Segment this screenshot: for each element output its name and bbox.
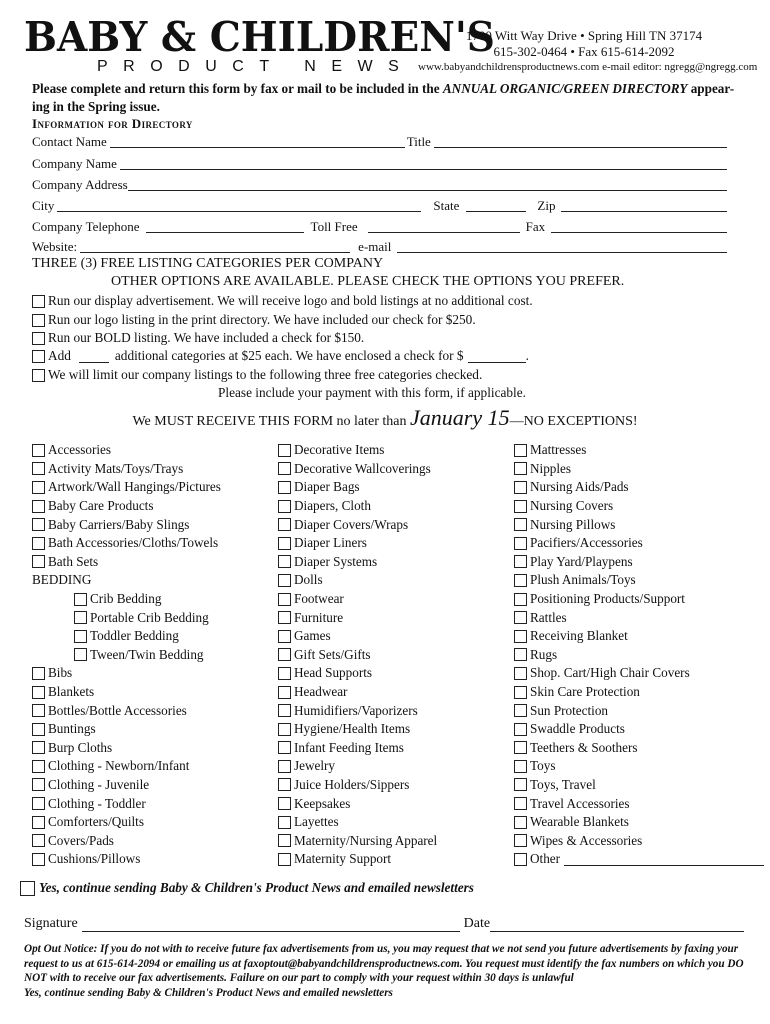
phone-line: 615-302-0464 • Fax 615-614-2092 bbox=[493, 44, 675, 59]
option-bold-listing[interactable] bbox=[32, 329, 364, 347]
company-name-row bbox=[32, 154, 727, 172]
city-label: City bbox=[32, 198, 55, 213]
company-address-row bbox=[32, 175, 727, 193]
logo-title: BABY & CHILDREN'S bbox=[24, 12, 495, 62]
category-diaper-bags[interactable] bbox=[278, 478, 437, 497]
toll-free-field[interactable] bbox=[368, 220, 520, 233]
category-label: Bath Accessories/Cloths/Towels bbox=[48, 535, 219, 551]
category-label: Diaper Covers/Wraps bbox=[294, 516, 409, 532]
category-label: Maternity/Nursing Apparel bbox=[294, 832, 438, 848]
category-label: Clothing - Juvenile bbox=[48, 776, 150, 792]
category-label: BEDDING bbox=[32, 572, 92, 588]
category-checkbox[interactable] bbox=[278, 853, 291, 866]
category-pacifiers-accessories[interactable] bbox=[514, 534, 764, 553]
category-checkbox[interactable] bbox=[74, 630, 87, 643]
category-label: Clothing - Newborn/Infant bbox=[48, 758, 190, 774]
category-checkbox[interactable] bbox=[278, 574, 291, 587]
category-label: Clothing - Toddler bbox=[48, 795, 146, 811]
category-receiving-blanket[interactable] bbox=[514, 627, 764, 646]
telephone-row bbox=[32, 217, 727, 235]
category-positioning-products-support[interactable] bbox=[514, 590, 764, 609]
intro-text-end: appear-ing in the Spring issue. bbox=[32, 81, 735, 114]
category-checkbox[interactable] bbox=[32, 741, 45, 754]
category-checkbox[interactable] bbox=[514, 500, 527, 513]
category-blankets[interactable] bbox=[32, 683, 221, 702]
category-rugs[interactable] bbox=[514, 646, 764, 665]
newsletter-checkbox[interactable] bbox=[20, 881, 35, 896]
category-headwear[interactable] bbox=[278, 683, 437, 702]
category-diaper-liners[interactable] bbox=[278, 534, 437, 553]
category-toddler-bedding[interactable] bbox=[32, 627, 221, 646]
deadline-date: January 15 bbox=[410, 405, 510, 430]
category-label: Play Yard/Playpens bbox=[530, 553, 633, 569]
category-checkbox[interactable] bbox=[32, 723, 45, 736]
category-checkbox[interactable] bbox=[74, 611, 87, 624]
category-checkbox[interactable] bbox=[74, 648, 87, 661]
category-label: Plush Animals/Toys bbox=[530, 572, 636, 588]
option-checkbox[interactable] bbox=[32, 295, 45, 308]
category-checkbox[interactable] bbox=[32, 537, 45, 550]
category-checkbox[interactable] bbox=[278, 704, 291, 717]
category-mattresses[interactable] bbox=[514, 441, 764, 460]
category-nursing-aids-pads[interactable] bbox=[514, 478, 764, 497]
category-checkbox[interactable] bbox=[278, 462, 291, 475]
category-teethers-and-soothers[interactable] bbox=[514, 739, 764, 758]
category-label: Footwear bbox=[294, 591, 344, 607]
directory-name: ANNUAL ORGANIC/GREEN DIRECTORY bbox=[442, 81, 688, 96]
category-label: Decorative Wallcoverings bbox=[294, 460, 431, 476]
logo-subtitle: PRODUCT NEWS bbox=[97, 58, 415, 75]
category-label: Swaddle Products bbox=[530, 721, 625, 737]
category-label: Head Supports bbox=[294, 665, 373, 681]
zip-label: Zip bbox=[537, 198, 556, 213]
category-travel-accessories[interactable] bbox=[514, 794, 764, 813]
category-label: Crib Bedding bbox=[90, 591, 162, 607]
category-label: Blankets bbox=[48, 684, 95, 700]
option-label: Run our logo listing in the print directory. We have included our check for $250. bbox=[48, 312, 476, 327]
category-label: Keepsakes bbox=[294, 795, 351, 811]
category-checkbox[interactable] bbox=[514, 481, 527, 494]
opt-out-text: Opt Out Notice: If you do not with to receive future fax advertisements from us, you may request that we not send you future advertisements by faxing your request to us at 615-614-2094 or emailing us at faxoptout@babyandchildrensproductnews.com. You request must identify the fax numbers on which you DO NOT with to receive our fax advertisements. Failure on our part to comply with your request within 30 days is unlawful bbox=[24, 943, 744, 985]
category-maternity-nursing-apparel[interactable] bbox=[278, 831, 437, 850]
category-comforters-quilts[interactable] bbox=[32, 813, 221, 832]
category-column-2 bbox=[278, 441, 437, 869]
category-play-yard-playpens[interactable] bbox=[514, 553, 764, 572]
category-checkbox[interactable] bbox=[32, 816, 45, 829]
category-maternity-support[interactable] bbox=[278, 850, 437, 869]
category-label: Mattresses bbox=[530, 442, 587, 458]
category-label: Layettes bbox=[294, 814, 339, 830]
fax-field[interactable] bbox=[551, 220, 727, 233]
category-layettes[interactable] bbox=[278, 813, 437, 832]
category-label: Shop. Cart/High Chair Covers bbox=[530, 665, 690, 681]
category-label: Infant Feeding Items bbox=[294, 739, 404, 755]
category-label: Teethers & Soothers bbox=[530, 739, 638, 755]
category-checkbox[interactable] bbox=[278, 778, 291, 791]
category-label: Nipples bbox=[530, 460, 572, 476]
category-nursing-covers[interactable] bbox=[514, 497, 764, 516]
category-checkbox[interactable] bbox=[32, 686, 45, 699]
category-baby-carriers-baby-slings[interactable] bbox=[32, 515, 221, 534]
category-count-field[interactable] bbox=[79, 350, 109, 363]
category-label: Rugs bbox=[530, 646, 558, 662]
category-label: Maternity Support bbox=[294, 851, 392, 867]
category-checkbox[interactable] bbox=[514, 444, 527, 457]
category-checkbox[interactable] bbox=[32, 778, 45, 791]
category-toys-travel[interactable] bbox=[514, 776, 764, 795]
category-decorative-wallcoverings[interactable] bbox=[278, 460, 437, 479]
company-name-field[interactable] bbox=[120, 157, 727, 170]
category-checkbox[interactable] bbox=[278, 630, 291, 643]
category-nipples[interactable] bbox=[514, 460, 764, 479]
category-label: Receiving Blanket bbox=[530, 628, 628, 644]
category-head-supports[interactable] bbox=[278, 664, 437, 683]
category-tween-twin-bedding[interactable] bbox=[32, 646, 221, 665]
category-checkbox[interactable] bbox=[514, 462, 527, 475]
option-label-end: . bbox=[525, 348, 529, 363]
section-title: Information for Directory bbox=[32, 116, 193, 131]
category-jewelry[interactable] bbox=[278, 757, 437, 776]
category-column-1 bbox=[32, 441, 221, 869]
contact-name-field[interactable] bbox=[110, 135, 405, 148]
contact-name-label: Contact Name bbox=[32, 134, 107, 149]
category-label: Covers/Pads bbox=[48, 832, 114, 848]
category-label: Dolls bbox=[294, 572, 323, 588]
category-checkbox[interactable] bbox=[278, 834, 291, 847]
check-amount-field[interactable] bbox=[468, 350, 526, 363]
category-games[interactable] bbox=[278, 627, 437, 646]
option-checkbox[interactable] bbox=[32, 369, 45, 382]
category-bottles-bottle-accessories[interactable] bbox=[32, 701, 221, 720]
website-label: Website: bbox=[32, 239, 78, 254]
category-checkbox[interactable] bbox=[32, 481, 45, 494]
option-label: Add bbox=[48, 348, 71, 363]
category-label: Nursing Aids/Pads bbox=[530, 479, 629, 495]
category-checkbox[interactable] bbox=[32, 853, 45, 866]
category-label: Comforters/Quilts bbox=[48, 814, 144, 830]
category-checkbox[interactable] bbox=[514, 797, 527, 810]
category-checkbox[interactable] bbox=[514, 741, 527, 754]
category-infant-feeding-items[interactable] bbox=[278, 739, 437, 758]
category-label: Hygiene/Health Items bbox=[294, 721, 411, 737]
deadline-text-end: —NO EXCEPTIONS! bbox=[509, 414, 638, 429]
category-toys[interactable] bbox=[514, 757, 764, 776]
category-diapers-cloth[interactable] bbox=[278, 497, 437, 516]
category-label: Tween/Twin Bedding bbox=[90, 646, 204, 662]
category-clothing-toddler[interactable] bbox=[32, 794, 221, 813]
category-humidifiers-vaporizers[interactable] bbox=[278, 701, 437, 720]
category-bedding bbox=[32, 571, 221, 590]
option-checkbox[interactable] bbox=[32, 314, 45, 327]
category-checkbox[interactable] bbox=[32, 555, 45, 568]
category-checkbox[interactable] bbox=[278, 816, 291, 829]
category-plush-animals-toys[interactable] bbox=[514, 571, 764, 590]
option-logo-listing[interactable] bbox=[32, 311, 476, 329]
category-activity-mats-toys-trays[interactable] bbox=[32, 460, 221, 479]
category-wipes-and-accessories[interactable] bbox=[514, 831, 764, 850]
category-label: Activity Mats/Toys/Trays bbox=[48, 460, 184, 476]
category-label: Other bbox=[530, 851, 561, 867]
category-checkbox[interactable] bbox=[278, 537, 291, 550]
category-label: Humidifiers/Vaporizers bbox=[294, 702, 418, 718]
category-checkbox[interactable] bbox=[514, 816, 527, 829]
category-label: Wipes & Accessories bbox=[530, 832, 643, 848]
date-field[interactable] bbox=[490, 919, 744, 932]
option-display-ad[interactable] bbox=[32, 292, 533, 310]
website-field[interactable] bbox=[80, 240, 350, 253]
category-label: Baby Care Products bbox=[48, 498, 154, 514]
other-category-field[interactable] bbox=[564, 853, 764, 866]
category-checkbox[interactable] bbox=[278, 741, 291, 754]
category-checkbox[interactable] bbox=[278, 797, 291, 810]
category-label: Toddler Bedding bbox=[90, 628, 179, 644]
category-label: Furniture bbox=[294, 609, 344, 625]
category-clothing-newborn-infant[interactable] bbox=[32, 757, 221, 776]
company-address-label: Company Address bbox=[32, 177, 128, 192]
signature-label: Signature bbox=[24, 916, 78, 931]
category-checkbox[interactable] bbox=[278, 760, 291, 773]
option-label: Run our BOLD listing. We have included a check for $150. bbox=[48, 330, 365, 345]
category-hygiene-health-items[interactable] bbox=[278, 720, 437, 739]
web-line: www.babyandchildrensproductnews.com e-mail editor: ngregg@ngregg.com bbox=[418, 61, 758, 73]
telephone-field[interactable] bbox=[146, 220, 304, 233]
email-label: e-mail bbox=[358, 239, 392, 254]
option-label: We will limit our company listings to the following three free categories checked. bbox=[48, 367, 483, 382]
option-checkbox[interactable] bbox=[32, 332, 45, 345]
option-checkbox[interactable] bbox=[32, 350, 45, 363]
category-checkbox[interactable] bbox=[514, 834, 527, 847]
category-checkbox[interactable] bbox=[514, 704, 527, 717]
contact-row bbox=[32, 132, 727, 150]
category-label: Toys bbox=[530, 758, 556, 774]
state-field[interactable] bbox=[466, 199, 526, 212]
category-furniture[interactable] bbox=[278, 608, 437, 627]
options-heading: THREE (3) FREE LISTING CATEGORIES PER COMPANY bbox=[32, 256, 384, 271]
category-label: Portable Crib Bedding bbox=[90, 609, 209, 625]
category-portable-crib-bedding[interactable] bbox=[32, 608, 221, 627]
company-name-label: Company Name bbox=[32, 156, 117, 171]
category-checkbox[interactable] bbox=[514, 760, 527, 773]
category-label: Bibs bbox=[48, 665, 73, 681]
category-label: Nursing Pillows bbox=[530, 516, 616, 532]
category-other[interactable] bbox=[514, 850, 764, 869]
title-label: Title bbox=[406, 134, 431, 149]
website-row bbox=[32, 237, 727, 255]
category-nursing-pillows[interactable] bbox=[514, 515, 764, 534]
category-checkbox[interactable] bbox=[278, 723, 291, 736]
category-label: Artwork/Wall Hangings/Pictures bbox=[48, 479, 221, 495]
category-checkbox[interactable] bbox=[514, 518, 527, 531]
category-checkbox[interactable] bbox=[278, 648, 291, 661]
category-checkbox[interactable] bbox=[278, 611, 291, 624]
category-label: Positioning Products/Support bbox=[530, 591, 685, 607]
category-checkbox[interactable] bbox=[32, 667, 45, 680]
category-label: Diaper Liners bbox=[294, 535, 367, 551]
category-checkbox[interactable] bbox=[514, 611, 527, 624]
category-dolls[interactable] bbox=[278, 571, 437, 590]
category-checkbox[interactable] bbox=[278, 518, 291, 531]
category-label: Bottles/Bottle Accessories bbox=[48, 702, 187, 718]
category-label: Sun Protection bbox=[530, 702, 609, 718]
category-checkbox[interactable] bbox=[32, 500, 45, 513]
option-label: additional categories at $25 each. We have enclosed a check for $ bbox=[114, 348, 464, 363]
option-free-categories[interactable] bbox=[32, 366, 482, 384]
category-crib-bedding[interactable] bbox=[32, 590, 221, 609]
category-checkbox[interactable] bbox=[278, 500, 291, 513]
opt-out-last-line: Yes, continue sending Baby & Children's Product News and emailed newsletters bbox=[24, 986, 393, 999]
option-label: Run our display advertisement. We will receive logo and bold listings at no additional cost. bbox=[48, 293, 533, 308]
category-checkbox[interactable] bbox=[32, 797, 45, 810]
opt-out-notice bbox=[24, 942, 752, 1000]
zip-field[interactable] bbox=[561, 199, 727, 212]
category-checkbox[interactable] bbox=[514, 648, 527, 661]
category-swaddle-products[interactable] bbox=[514, 720, 764, 739]
category-shop-cart-high-chair-covers[interactable] bbox=[514, 664, 764, 683]
category-checkbox[interactable] bbox=[32, 444, 45, 457]
category-footwear[interactable] bbox=[278, 590, 437, 609]
company-address-field[interactable] bbox=[128, 178, 727, 191]
newsletter-option[interactable] bbox=[20, 880, 474, 896]
category-label: Diapers, Cloth bbox=[294, 498, 371, 514]
category-checkbox[interactable] bbox=[514, 593, 527, 606]
category-label: Toys, Travel bbox=[530, 776, 596, 792]
intro-paragraph bbox=[32, 80, 737, 116]
payment-note: Please include your payment with this form, if applicable. bbox=[218, 385, 526, 400]
category-bath-accessories-cloths-towels[interactable] bbox=[32, 534, 221, 553]
category-label: Rattles bbox=[530, 609, 567, 625]
category-column-3 bbox=[514, 441, 764, 869]
category-label: Accessories bbox=[48, 442, 111, 458]
category-buntings[interactable] bbox=[32, 720, 221, 739]
category-label: Jewelry bbox=[294, 758, 336, 774]
city-row bbox=[32, 196, 727, 214]
options-subheading: OTHER OPTIONS ARE AVAILABLE. PLEASE CHECK THE OPTIONS YOU PREFER. bbox=[111, 274, 625, 289]
state-label: State bbox=[433, 198, 460, 213]
category-keepsakes[interactable] bbox=[278, 794, 437, 813]
option-additional-categories[interactable] bbox=[32, 347, 529, 365]
category-label: Pacifiers/Accessories bbox=[530, 535, 643, 551]
category-checkbox[interactable] bbox=[278, 686, 291, 699]
category-label: Decorative Items bbox=[294, 442, 385, 458]
category-rattles[interactable] bbox=[514, 608, 764, 627]
category-cushions-pillows[interactable] bbox=[32, 850, 221, 869]
fax-label: Fax bbox=[525, 219, 546, 234]
category-checkbox[interactable] bbox=[32, 834, 45, 847]
category-label: Baby Carriers/Baby Slings bbox=[48, 516, 190, 532]
email-field[interactable] bbox=[397, 240, 727, 253]
category-skin-care-protection[interactable] bbox=[514, 683, 764, 702]
category-checkbox[interactable] bbox=[514, 686, 527, 699]
category-checkbox[interactable] bbox=[514, 778, 527, 791]
category-bath-sets[interactable] bbox=[32, 553, 221, 572]
category-checkbox[interactable] bbox=[278, 444, 291, 457]
category-label: Bath Sets bbox=[48, 553, 99, 569]
category-covers-pads[interactable] bbox=[32, 831, 221, 850]
category-label: Diaper Bags bbox=[294, 479, 360, 495]
category-bibs[interactable] bbox=[32, 664, 221, 683]
category-checkbox[interactable] bbox=[514, 630, 527, 643]
category-label: Travel Accessories bbox=[530, 795, 630, 811]
city-field[interactable] bbox=[57, 199, 421, 212]
category-checkbox[interactable] bbox=[514, 853, 527, 866]
category-checkbox[interactable] bbox=[514, 667, 527, 680]
category-wearable-blankets[interactable] bbox=[514, 813, 764, 832]
category-checkbox[interactable] bbox=[32, 518, 45, 531]
date-label: Date bbox=[463, 916, 491, 931]
telephone-label: Company Telephone bbox=[32, 219, 140, 234]
category-checkbox[interactable] bbox=[74, 593, 87, 606]
deadline-notice bbox=[0, 404, 770, 436]
category-accessories[interactable] bbox=[32, 441, 221, 460]
toll-free-label: Toll Free bbox=[310, 219, 358, 234]
category-clothing-juvenile[interactable] bbox=[32, 776, 221, 795]
category-checkbox[interactable] bbox=[514, 537, 527, 550]
category-diaper-systems[interactable] bbox=[278, 553, 437, 572]
category-checkbox[interactable] bbox=[278, 667, 291, 680]
category-artwork-wall-hangings-pictures[interactable] bbox=[32, 478, 221, 497]
category-checkbox[interactable] bbox=[278, 481, 291, 494]
signature-field[interactable] bbox=[82, 919, 460, 932]
category-sun-protection[interactable] bbox=[514, 701, 764, 720]
category-decorative-items[interactable] bbox=[278, 441, 437, 460]
address-line: 1700 Witt Way Drive • Spring Hill TN 37174 bbox=[465, 28, 703, 43]
signature-row bbox=[24, 912, 744, 932]
category-label: Headwear bbox=[294, 684, 348, 700]
category-checkbox[interactable] bbox=[32, 462, 45, 475]
category-label: Skin Care Protection bbox=[530, 684, 640, 700]
category-label: Nursing Covers bbox=[530, 498, 614, 514]
category-label: Burp Cloths bbox=[48, 739, 113, 755]
category-label: Buntings bbox=[48, 721, 96, 737]
category-checkbox[interactable] bbox=[514, 574, 527, 587]
category-checkbox[interactable] bbox=[32, 704, 45, 717]
category-label: Gift Sets/Gifts bbox=[294, 646, 371, 662]
category-juice-holders-sippers[interactable] bbox=[278, 776, 437, 795]
category-label: Juice Holders/Sippers bbox=[294, 776, 410, 792]
category-checkbox[interactable] bbox=[514, 555, 527, 568]
category-label: Diaper Systems bbox=[294, 553, 378, 569]
newsletter-label: Yes, continue sending Baby & Children's Product News and emailed newsletters bbox=[39, 880, 474, 895]
category-label: Cushions/Pillows bbox=[48, 851, 141, 867]
category-burp-cloths[interactable] bbox=[32, 739, 221, 758]
category-label: Games bbox=[294, 628, 331, 644]
category-gift-sets-gifts[interactable] bbox=[278, 646, 437, 665]
category-checkbox[interactable] bbox=[278, 593, 291, 606]
category-checkbox[interactable] bbox=[32, 760, 45, 773]
category-baby-care-products[interactable] bbox=[32, 497, 221, 516]
title-field[interactable] bbox=[434, 135, 727, 148]
deadline-text: We MUST RECEIVE THIS FORM no later than bbox=[132, 414, 411, 429]
category-checkbox[interactable] bbox=[514, 723, 527, 736]
category-label: Wearable Blankets bbox=[530, 814, 629, 830]
category-diaper-covers-wraps[interactable] bbox=[278, 515, 437, 534]
category-checkbox[interactable] bbox=[278, 555, 291, 568]
intro-text: Please complete and return this form by fax or mail to be included in the bbox=[32, 81, 443, 96]
